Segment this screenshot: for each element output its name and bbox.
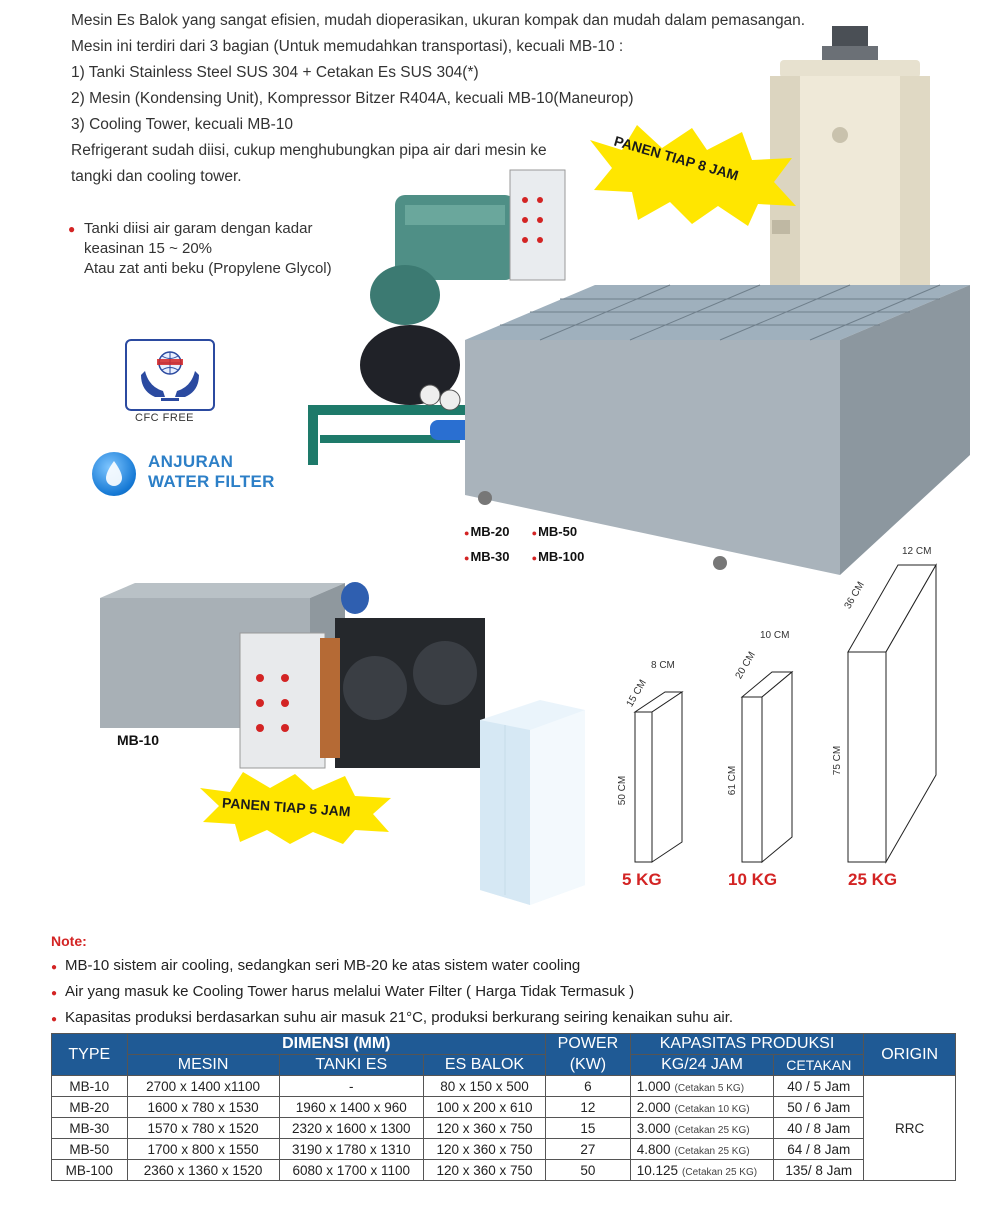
th-kg24: KG/24 JAM [630,1055,774,1076]
notes-title: Note: [51,933,87,949]
cell-mesin: 2360 x 1360 x 1520 [127,1160,279,1181]
brine-note-line: Tanki diisi air garam dengan kadar [84,220,313,237]
ice-block-diagrams [620,540,960,870]
cell-cetakan: 40 / 5 Jam [774,1076,864,1097]
intro-line: Refrigerant sudah diisi, cukup menghubungkan pipa air dari mesin ke [71,142,547,159]
table-row [52,1139,956,1160]
intro-line: 1) Tanki Stainless Steel SUS 304 + Cetakan Es SUS 304(*) [71,64,479,81]
brine-note-line: keasinan 15 ~ 20% [84,240,213,257]
cfc-free-logo [125,339,215,411]
th-cetakan: CETAKAN [774,1055,864,1076]
cell-type: MB-20 [52,1097,128,1118]
bullet-dot-icon: ● [51,988,58,999]
cell-mesin: 2700 x 1400 x1100 [127,1076,279,1097]
intro-line: 3) Cooling Tower, kecuali MB-10 [71,116,293,133]
intro-line: 2) Mesin (Kondensing Unit), Kompressor Bitzer R404A, kecuali MB-10(Maneurop) [71,90,634,107]
block-10kg-top-dim: 10 CM [760,630,790,641]
note-item: ● Kapasitas produksi berdasarkan suhu air masuk 21°C, produksi berkurang seiring kenaikan suhu air. [51,1009,734,1026]
block-5kg-weight: 5 KG [622,870,662,889]
th-tanki: TANKI ES [279,1055,423,1076]
table-row [52,1160,956,1181]
model-label: ●MB-20 [464,524,510,539]
block-10kg-side-dim: 20 CM [733,649,758,682]
th-balok: ES BALOK [423,1055,545,1076]
model-label: ●MB-100 [531,549,585,564]
mb10-label: MB-10 [117,732,160,748]
block-25kg-side-dim: 36 CM [842,579,867,612]
bullet-dot-icon: ● [51,1014,58,1025]
cell-balok: 80 x 150 x 500 [423,1076,545,1097]
table-row [52,1118,956,1139]
model-list [464,520,596,570]
cell-capacity: 1.000 (Cetakan 5 KG) [630,1076,774,1097]
cell-origin: RRC [864,1076,956,1181]
bullet-dot-icon: ● [51,962,58,973]
th-mesin: MESIN [127,1055,279,1076]
cell-tanki: - [279,1076,423,1097]
block-5kg-height-dim: 50 CM [617,775,629,806]
water-filter-recommendation [148,452,275,492]
harvest-8-hours-text: PANEN TIAP 8 JAM [612,132,741,184]
cell-capacity: 10.125 (Cetakan 25 KG) [630,1160,774,1181]
intro-line: tangki dan cooling tower. [71,168,242,185]
cell-tanki: 3190 x 1780 x 1310 [279,1139,423,1160]
cell-type: MB-100 [52,1160,128,1181]
cell-power: 15 [546,1118,631,1139]
cell-balok: 120 x 360 x 750 [423,1139,545,1160]
model-label: ●MB-30 [464,549,510,564]
cell-power: 27 [546,1139,631,1160]
model-label: ●MB-50 [531,524,578,539]
notes-list [51,954,733,1032]
block-10kg-height-dim: 61 CM [727,765,739,796]
cell-power: 50 [546,1160,631,1181]
cell-cetakan: 50 / 6 Jam [774,1097,864,1118]
mb10-machine-photo [95,578,495,783]
water-filter-line2: WATER FILTER [148,472,275,491]
block-25kg-weight: 25 KG [848,870,898,889]
cfc-free-label: CFC FREE [135,412,194,424]
note-item: ● MB-10 sistem air cooling, sedangkan seri MB-20 ke atas sistem water cooling [51,957,581,974]
cell-capacity: 4.800 (Cetakan 25 KG) [630,1139,774,1160]
table-row [52,1097,956,1118]
th-power: POWER [546,1034,631,1055]
cell-balok: 100 x 200 x 610 [423,1097,545,1118]
th-kapasitas: KAPASITAS PRODUKSI [630,1034,864,1055]
cell-mesin: 1570 x 780 x 1520 [127,1118,279,1139]
cell-balok: 120 x 360 x 750 [423,1160,545,1181]
cell-cetakan: 135/ 8 Jam [774,1160,864,1181]
intro-line: Mesin Es Balok yang sangat efisien, mudah dioperasikan, ukuran kompak dan mudah dalam pemasangan. [71,12,806,29]
table-row [52,1076,956,1097]
cell-mesin: 1700 x 800 x 1550 [127,1139,279,1160]
cell-power: 6 [546,1076,631,1097]
cell-type: MB-50 [52,1139,128,1160]
harvest-5-hours-text: PANEN TIAP 5 JAM [221,794,352,820]
cell-cetakan: 64 / 8 Jam [774,1139,864,1160]
th-origin: ORIGIN [864,1034,956,1076]
bullet-dot-icon: ● [68,222,76,236]
th-power-unit: (KW) [546,1055,631,1076]
water-filter-line1: ANJURAN [148,452,234,471]
cell-mesin: 1600 x 780 x 1530 [127,1097,279,1118]
block-25kg-height-dim: 75 CM [832,745,844,776]
th-type: TYPE [52,1034,128,1076]
brine-note-line: Atau zat anti beku (Propylene Glycol) [84,260,332,277]
brine-note [68,219,332,279]
globe-hands-icon [127,341,213,409]
th-dimensi: DIMENSI (MM) [127,1034,546,1055]
cell-tanki: 2320 x 1600 x 1300 [279,1118,423,1139]
cell-power: 12 [546,1097,631,1118]
cell-type: MB-30 [52,1118,128,1139]
spec-table [51,1033,956,1181]
block-5kg-side-dim: 15 CM [624,677,649,710]
note-item: ● Air yang masuk ke Cooling Tower harus melalui Water Filter ( Harga Tidak Termasuk ) [51,983,635,1000]
block-5kg-top-dim: 8 CM [651,660,675,671]
cell-capacity: 2.000 (Cetakan 10 KG) [630,1097,774,1118]
cell-cetakan: 40 / 8 Jam [774,1118,864,1139]
intro-line: Mesin ini terdiri dari 3 bagian (Untuk memudahkan transportasi), kecuali MB-10 : [71,38,624,55]
cell-type: MB-10 [52,1076,128,1097]
ice-block-photo [470,690,595,910]
water-drop-icon [92,452,136,496]
block-25kg-top-dim: 12 CM [902,546,932,557]
cell-capacity: 3.000 (Cetakan 25 KG) [630,1118,774,1139]
block-10kg-weight: 10 KG [728,870,778,889]
cell-balok: 120 x 360 x 750 [423,1118,545,1139]
cell-tanki: 1960 x 1400 x 960 [279,1097,423,1118]
cell-tanki: 6080 x 1700 x 1100 [279,1160,423,1181]
